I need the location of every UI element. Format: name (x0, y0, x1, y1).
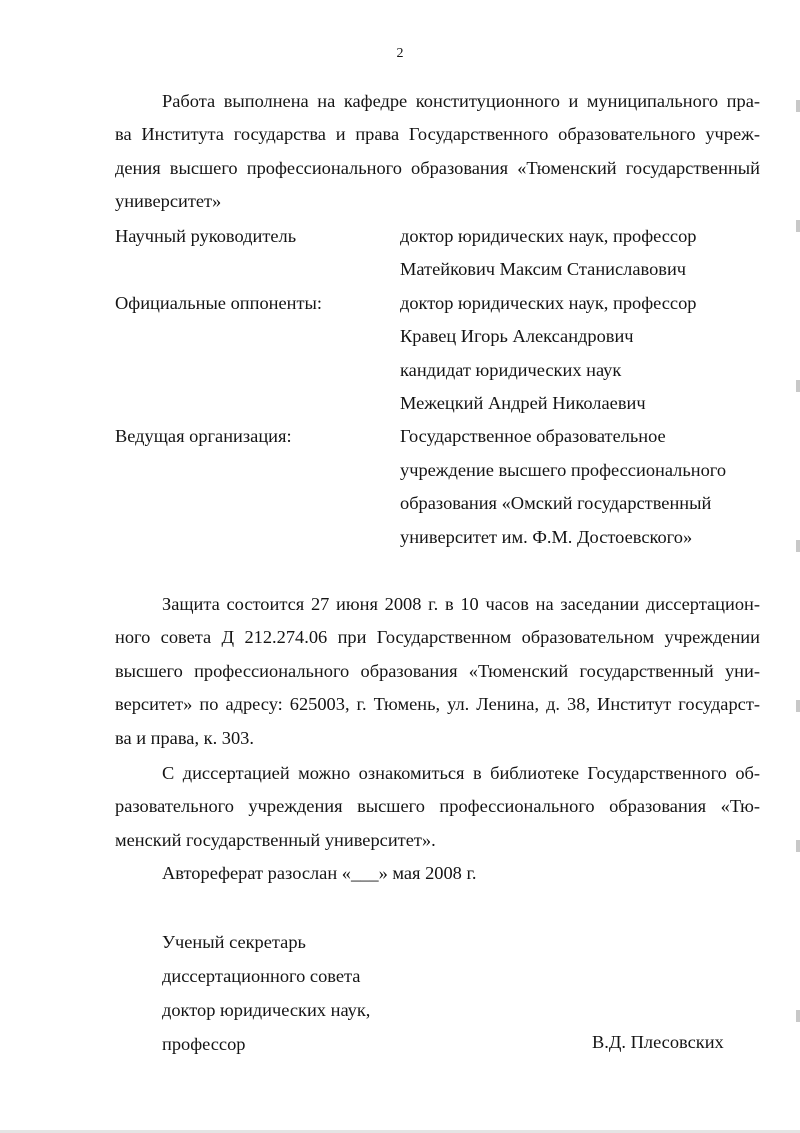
library-line: С диссертацией можно ознакомиться в библиотеке Государственного об- (162, 763, 760, 783)
intro-line: дения высшего профессионального образования «Тюменский государственный (115, 157, 760, 178)
staff-description (400, 420, 760, 554)
scan-margin-artifacts (794, 80, 800, 1080)
scan-speck (796, 380, 800, 392)
mailed-paragraph (115, 857, 760, 890)
signer-name: В.Д. Плесовских (592, 1032, 724, 1052)
intro-line: Работа выполнена на кафедре конституционного и муниципального пра- (162, 91, 760, 111)
staff-line: Кравец Игорь Александрович (400, 326, 634, 347)
scan-speck (796, 220, 800, 232)
staff-line: кандидат юридических наук (400, 359, 622, 380)
intro-line: ва Института государства и права Государственного образовательного учреж- (115, 124, 760, 145)
staff-role: Научный руководитель (115, 226, 297, 246)
staff-line: учреждение высшего профессионального (400, 459, 727, 480)
staff-description (400, 287, 760, 421)
library-paragraph (115, 757, 760, 857)
signature-line: доктор юридических наук, (162, 1000, 371, 1020)
signature-line: Ученый секретарь (162, 932, 306, 952)
staff-role: Официальные оппоненты: (115, 292, 322, 313)
scan-speck (796, 1010, 800, 1022)
defense-line: ва и права, к. 303. (115, 727, 254, 748)
staff-line: Межецкий Андрей Николаевич (400, 393, 646, 414)
scan-speck (796, 540, 800, 552)
intro-paragraph (115, 85, 760, 219)
staff-row-organization (115, 420, 760, 554)
staff-row-opponents (115, 287, 760, 421)
defense-line: высшего профессионального образования «Тюменский государственный уни- (115, 660, 760, 681)
staff-line: Государственное образовательное (400, 426, 666, 447)
staff-list (115, 220, 760, 554)
scan-speck (796, 840, 800, 852)
library-line: разовательного учреждения высшего профессионального образования «Тю- (115, 796, 760, 817)
staff-description (400, 220, 760, 287)
scan-speck (796, 700, 800, 712)
mailed-line: Автореферат разослан «___» мая 2008 г. (162, 863, 477, 883)
page-number: 2 (396, 46, 404, 61)
staff-role: Ведущая организация: (115, 426, 292, 447)
defense-line: верситет» по адресу: 625003, г. Тюмень, ул. Ленина, д. 38, Институт государст- (115, 694, 760, 715)
staff-line: доктор юридических наук, профессор (400, 226, 697, 246)
staff-row-supervisor (115, 220, 760, 287)
defense-line: Защита состоится 27 июня 2008 г. в 10 часов на заседании диссертацион- (162, 594, 760, 614)
staff-line: Матейкович Максим Станиславович (400, 259, 687, 280)
signature-line: диссертационного совета (162, 966, 361, 986)
staff-line: доктор юридических наук, профессор (400, 292, 697, 313)
defense-paragraph (115, 588, 760, 755)
scan-speck (796, 100, 800, 112)
library-line: менский государственный университет». (115, 829, 436, 850)
intro-line: университет» (115, 191, 222, 212)
signature-line: профессор (162, 1034, 246, 1054)
staff-line: образования «Омский государственный (400, 493, 712, 514)
defense-line: ного совета Д 212.274.06 при Государственном образовательном учреждении (115, 627, 760, 648)
staff-line: университет им. Ф.М. Достоевского» (400, 526, 693, 547)
